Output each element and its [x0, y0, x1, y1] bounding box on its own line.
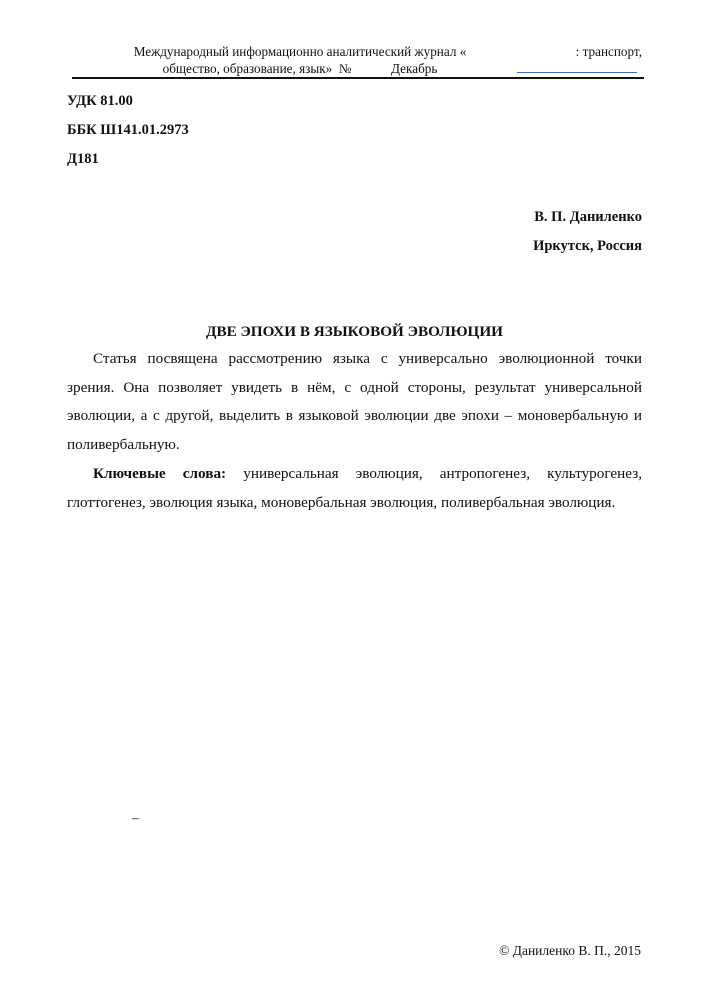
keywords-paragraph	[67, 460, 642, 517]
journal-header-line-2: общество, образование, язык» № Декабрь	[162, 61, 438, 76]
author-sign-code: Д181	[67, 151, 99, 167]
keywords-label: Ключевые слова:	[93, 465, 227, 482]
bbk-code: ББК Ш141.01.2973	[67, 122, 189, 138]
author-location: Иркутск, Россия	[533, 238, 642, 254]
abstract-paragraph: Статья посвящена рассмотрению языка с универсально эволюционной точки зрения. Она позволяет увидеть в нём, с одной стороны, результат универсальной эволюции, а с другой, выделить в языковой эволюции две эпохи – моновербальную и поливербальную.	[67, 350, 642, 453]
journal-header-right: : транспорт,	[575, 44, 642, 59]
footnote-dash: –	[132, 811, 139, 826]
journal-header-line-1: Международный информационно аналитический журнал «	[133, 44, 467, 59]
udk-code: УДК 81.00	[67, 93, 133, 109]
header-divider	[72, 77, 644, 79]
article-title: ДВЕ ЭПОХИ В ЯЗЫКОВОЙ ЭВОЛЮЦИИ	[206, 323, 503, 340]
keywords-list: универсальная эволюция, антропогенез, культурогенез, глоттогенез, эволюция языка, моновербальная эволюция, поливербальная эволюция.	[67, 465, 642, 511]
copyright-notice: © Даниленко В. П., 2015	[499, 943, 641, 958]
journal-header	[110, 43, 490, 77]
author-name: В. П. Даниленко	[534, 209, 642, 225]
header-link-underline[interactable]	[517, 72, 637, 73]
